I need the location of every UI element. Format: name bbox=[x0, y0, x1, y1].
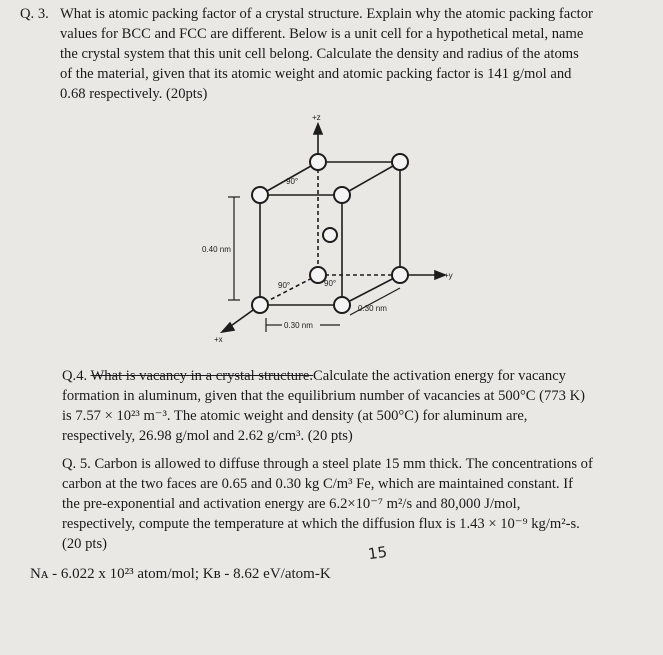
width-dimension-label: 0.30 nm bbox=[284, 321, 313, 330]
q3-line: the crystal system that this unit cell belong. Calculate the density and radius of the atoms bbox=[60, 46, 579, 62]
question-4 bbox=[62, 366, 652, 446]
atom-corner bbox=[310, 154, 326, 170]
angle-label-right: 90° bbox=[324, 279, 337, 288]
unit-cell-diagram bbox=[200, 110, 460, 360]
atom-body-center bbox=[323, 228, 337, 242]
q3-line: values for BCC and FCC are different. Below is a unit cell for a hypothetical metal, name bbox=[60, 26, 584, 42]
question-3-text bbox=[20, 4, 640, 104]
z-axis-arrow bbox=[314, 124, 322, 134]
q5-line: respectively, compute the temperature at which the diffusion flux is 1.43 × 10⁻⁹ kg/m²-s. bbox=[62, 516, 580, 532]
q4-line: formation in aluminum, given that the equilibrium number of vacancies at 500°C (773 K) bbox=[62, 388, 585, 404]
z-axis-label: +z bbox=[312, 113, 321, 122]
question-3 bbox=[20, 4, 640, 104]
atom-corner bbox=[252, 187, 268, 203]
top-right-edge bbox=[342, 162, 400, 195]
q4-line: is 7.57 × 10²³ m⁻³. The atomic weight and density (at 500°C) for aluminum are, bbox=[62, 408, 528, 424]
question-5 bbox=[62, 454, 652, 554]
y-axis-label: +y bbox=[444, 271, 453, 280]
q4-line: Calculate the activation energy for vacancy bbox=[313, 368, 566, 384]
x-axis-label: +x bbox=[214, 335, 223, 344]
atom-corner bbox=[252, 297, 268, 313]
angle-label-top: 90° bbox=[286, 177, 299, 186]
question-4-number: Q.4. bbox=[62, 368, 88, 384]
atom-corner bbox=[392, 154, 408, 170]
q4-line: respectively, 26.98 g/mol and 2.62 g/cm³. (20 pts) bbox=[62, 428, 353, 444]
q3-line: 0.68 respectively. (20pts) bbox=[60, 86, 208, 102]
q3-line: What is atomic packing factor of a crystal structure. Explain why the atomic packing factor bbox=[60, 6, 593, 22]
atom-corner bbox=[334, 297, 350, 313]
q5-line: (20 pts) bbox=[62, 536, 107, 552]
handwritten-note: 15 bbox=[366, 542, 389, 564]
constants-line: Nᴀ - 6.022 x 10²³ atom/mol; Kʙ - 8.62 eV/atom-K bbox=[30, 566, 331, 582]
q4-struck-text: What is vacancy in a crystal structure. bbox=[90, 368, 313, 384]
q5-line: Carbon is allowed to diffuse through a steel plate 15 mm thick. The concentrations of bbox=[94, 456, 593, 472]
bottom-right-edge bbox=[342, 275, 400, 305]
q5-first-line bbox=[62, 454, 652, 474]
q3-line: of the material, given that its atomic weight and atomic packing factor is 141 g/mol and bbox=[60, 66, 572, 82]
atom-corner bbox=[392, 267, 408, 283]
atom-corner bbox=[334, 187, 350, 203]
question-3-number: Q. 3. bbox=[20, 6, 49, 22]
q4-first-line bbox=[62, 366, 652, 386]
height-dimension-label: 0.40 nm bbox=[202, 245, 231, 254]
q5-line: carbon at the two faces are 0.65 and 0.30 kg C/m³ Fe, which are maintained constant. If bbox=[62, 476, 573, 492]
angle-label-left: 90° bbox=[278, 281, 291, 290]
back-depth-edge bbox=[260, 275, 318, 305]
question-5-number: Q. 5. bbox=[62, 456, 91, 472]
q5-line: the pre-exponential and activation energy are 6.2×10⁻⁷ m²/s and 80,000 J/mol, bbox=[62, 496, 521, 512]
depth-dimension-label: 0.30 nm bbox=[358, 304, 387, 313]
